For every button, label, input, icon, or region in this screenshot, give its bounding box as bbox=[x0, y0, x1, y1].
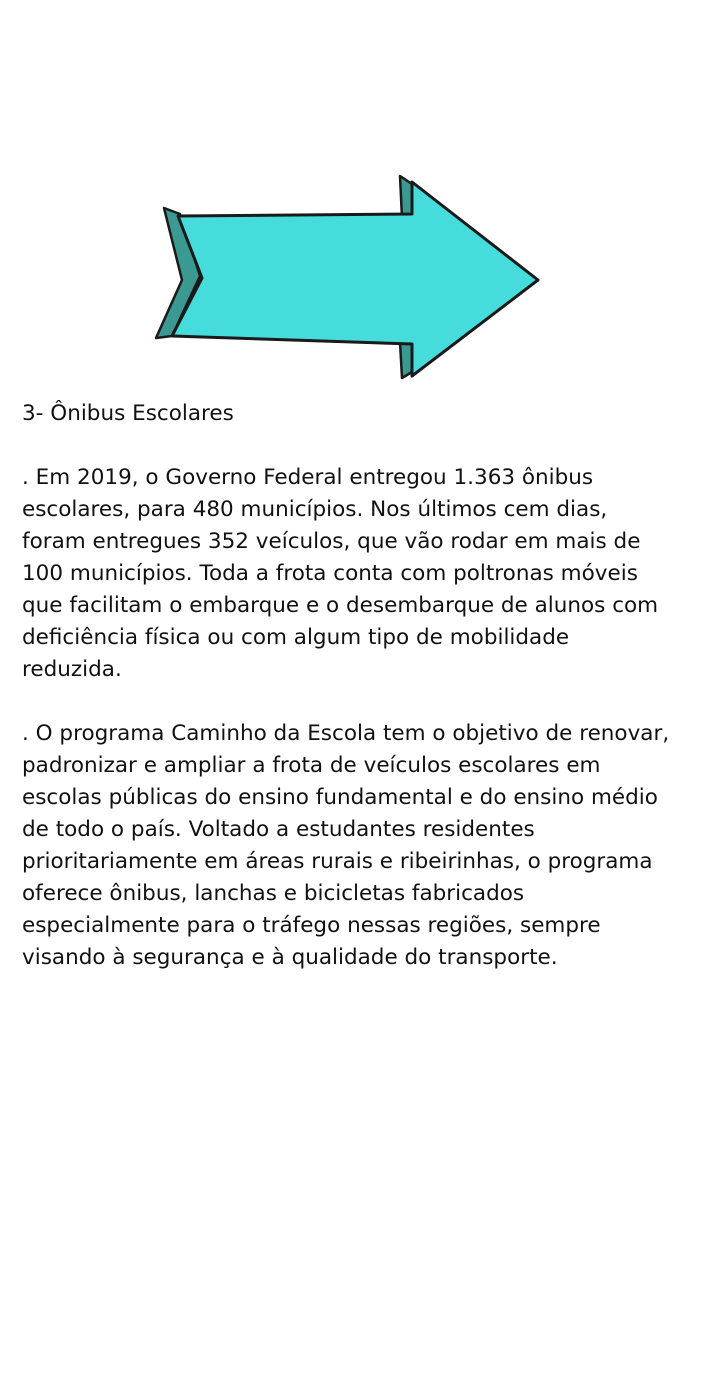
paragraph-line: escolares, para 480 municípios. Nos últimos cem dias, bbox=[22, 497, 608, 522]
content-area bbox=[22, 398, 712, 1006]
paragraph-line: foram entregues 352 veículos, que vão rodar em mais de bbox=[22, 529, 641, 554]
paragraph-line: reduzida. bbox=[22, 657, 122, 682]
paragraph-program bbox=[22, 718, 712, 974]
paragraph-line: visando à segurança e à qualidade do transporte. bbox=[22, 945, 558, 970]
paragraph-line: especialmente para o tráfego nessas regiões, sempre bbox=[22, 913, 601, 938]
paragraph-line: prioritariamente em áreas rurais e ribeirinhas, o programa bbox=[22, 849, 653, 874]
arrow-head-shadow-bottom bbox=[400, 342, 412, 378]
paragraph-line: de todo o país. Voltado a estudantes residentes bbox=[22, 817, 535, 842]
arrow-head-shadow bbox=[400, 176, 412, 218]
paragraph-line: . Em 2019, o Governo Federal entregou 1.363 ônibus bbox=[22, 465, 594, 490]
right-arrow-icon bbox=[150, 170, 545, 385]
arrow-body bbox=[172, 182, 538, 376]
paragraph-line: que facilitam o embarque e o desembarque de alunos com bbox=[22, 593, 659, 618]
paragraph-delivery bbox=[22, 462, 712, 686]
paragraph-line: padronizar e ampliar a frota de veículos escolares em bbox=[22, 753, 601, 778]
paragraph-line: . O programa Caminho da Escola tem o objetivo de renovar, bbox=[22, 721, 670, 746]
section-heading: 3- Ônibus Escolares bbox=[22, 401, 234, 426]
paragraph-line: 100 municípios. Toda a frota conta com poltronas móveis bbox=[22, 561, 638, 586]
paragraph-line: deficiência física ou com algum tipo de mobilidade bbox=[22, 625, 570, 650]
paragraph-line: oferece ônibus, lanchas e bicicletas fabricados bbox=[22, 881, 525, 906]
paragraph-line: escolas públicas do ensino fundamental e do ensino médio bbox=[22, 785, 658, 810]
